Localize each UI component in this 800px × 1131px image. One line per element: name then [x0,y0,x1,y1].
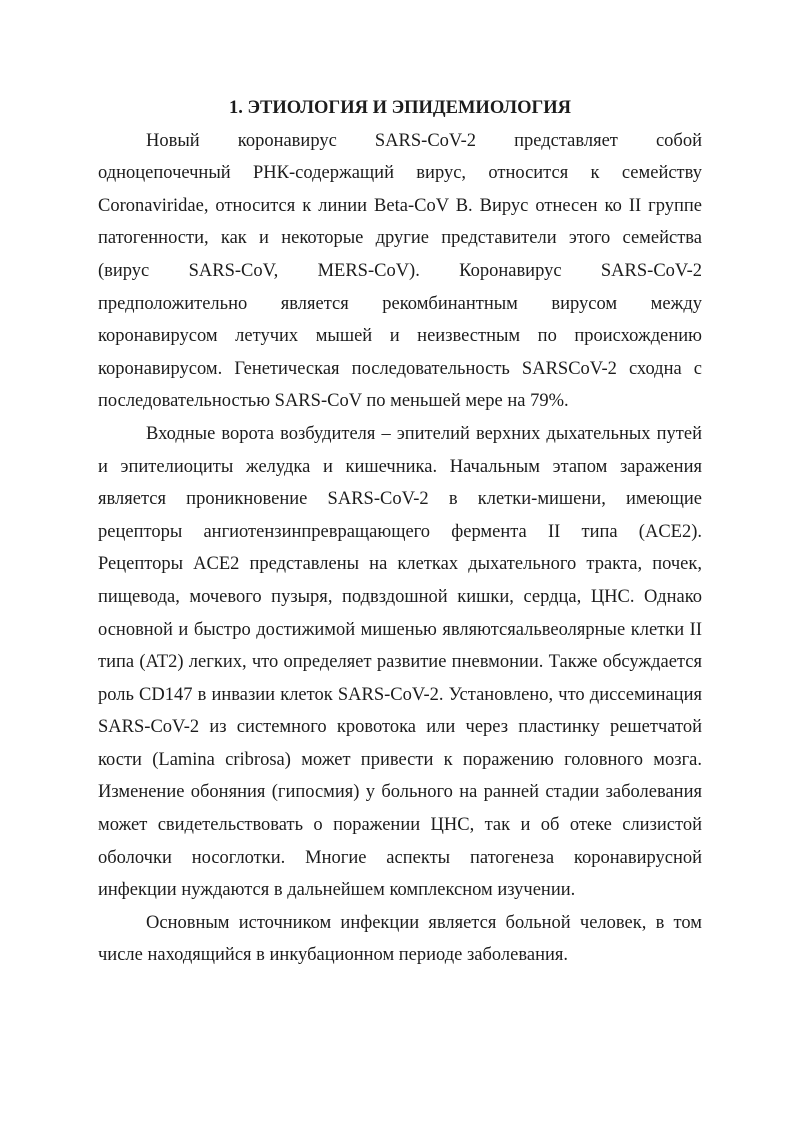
section-heading: 1. ЭТИОЛОГИЯ И ЭПИДЕМИОЛОГИЯ [229,98,571,118]
paragraph-pathogenesis: Входные ворота возбудителя – эпителий верхних дыхательных путей и эпителиоциты желудка и кишечника. Начальным этапом заражения является проникновение SARS-CoV-2 в клетки-мишени, имеющие рецепторы ангиотензинпревращающего фермента II типа (ACE2). Рецепторы ACE2 представлены на клетках дыхательного тракта, почек, пищевода, мочевого пузыря, подвздошной кишки, сердца, ЦНС. Однако основной и быстро достижимой мишенью являютсяальвеолярные клетки II типа (AT2) легких, что определяет развитие пневмонии. Также обсуждается роль CD147 в инвазии клеток SARS-CoV-2. Установлено, что диссеминация SARS-CoV-2 из системного кровотока или через пластинку решетчатой кости (Lamina cribrosa) может привести к поражению головного мозга. Изменение обоняния (гипосмия) у больного на ранней стадии заболевания может свидетельствовать о поражении ЦНС, так и об отеке слизистой оболочки носоглотки. Многие аспекты патогенеза коронавирусной инфекции нуждаются в дальнейшем комплексном изучении. [98,423,702,901]
paragraph-source: Основным источником инфекции является больной человек, в том числе находящийся в инкубационном периоде заболевания. [98,912,702,966]
paragraph-etiology: Новый коронавирус SARS-CoV-2 представляет собой одноцепочечный РНК-содержащий вирус, относится к семейству Coronaviridae, относится к линии Beta-CoV B. Вирус отнесен ко II группе патогенности, как и некоторые другие представители этого семейства (вирус SARS-CoV, MERS-CoV). Коронавирус SARS-CoV-2 предположительно является рекомбинантным вирусом между коронавирусом летучих мышей и неизвестным по происхождению коронавирусом. Генетическая последовательность SARSCoV-2 сходна с последовательностью SARS-CoV по меньшей мере на 79%. [98,130,702,412]
document-page [98,92,702,972]
